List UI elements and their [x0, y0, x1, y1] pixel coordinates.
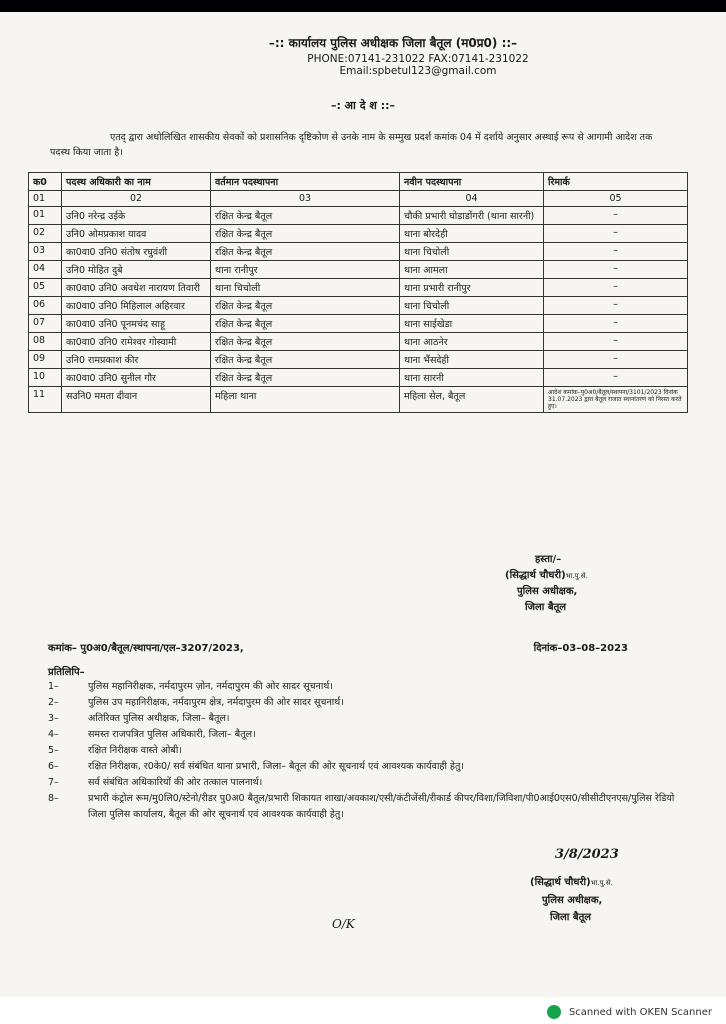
signatory-designation: पुलिस अधीक्षक, — [542, 895, 603, 906]
row-no: 04 — [29, 261, 62, 279]
copy-list — [48, 679, 688, 823]
copy-text: समस्त राजपत्रित पुलिस अधिकारी, जिला– बैतूल। — [88, 729, 256, 740]
copy-number: 1– — [48, 681, 59, 692]
signatory-district: जिला बैतूल — [550, 912, 592, 923]
row-new: महिला सेल, बैतूल — [400, 387, 544, 413]
colnum: 05 — [544, 191, 688, 207]
copy-label: प्रतिलिपि– — [48, 667, 85, 678]
signatory-district: जिला बैतूल — [525, 602, 567, 613]
reference-line — [48, 640, 628, 654]
row-remark: – — [544, 279, 688, 297]
row-current: रक्षित केन्द्र बैतूल — [211, 369, 400, 387]
row-no: 07 — [29, 315, 62, 333]
row-remark: – — [544, 207, 688, 225]
row-new: थाना प्रभारी रानीपुर — [400, 279, 544, 297]
scanner-footer — [0, 997, 726, 1024]
postings-table — [28, 172, 688, 413]
row-current: रक्षित केन्द्र बैतूल — [211, 333, 400, 351]
copy-number: 6– — [48, 761, 59, 772]
table-row — [29, 351, 688, 369]
row-no: 03 — [29, 243, 62, 261]
row-current: रक्षित केन्द्र बैतूल — [211, 243, 400, 261]
signatory-name: (सिद्धार्थ चौधरी)भा.पु.से. — [505, 570, 588, 581]
row-name: का0वा0 उनि0 मिहिलाल अहिरवार — [62, 297, 211, 315]
row-no: 09 — [29, 351, 62, 369]
signature-block-2 — [530, 874, 613, 926]
copy-item — [48, 679, 688, 695]
table-row — [29, 369, 688, 387]
table-row — [29, 207, 688, 225]
row-new: चौकी प्रभारी घोडाडोंगरी (थाना सारनी) — [400, 207, 544, 225]
reference-date: दिनांक–03–08–2023 — [533, 643, 628, 654]
row-remark: – — [544, 333, 688, 351]
top-black-bar — [0, 0, 726, 12]
colnum: 01 — [29, 191, 62, 207]
row-current: रक्षित केन्द्र बैतूल — [211, 297, 400, 315]
letterhead — [0, 34, 726, 77]
copy-text: प्रभारी कंट्रोल रूम/मु0लि0/स्टेनो/रीडर पु0अ0 बैतूल/प्रभारी शिकायत शाखा/अवकाश/एसी/कंटीजेंसी/रीकार्ड कीपर/विशा/जिविशा/पी0आई0एस0/सीसीटीएनएस/पुलिस रेडियो जिला पुलिस कार्यालय, बैतूल की ओर सूचनार्थ एवं आवश्यक कार्यवाही हेतु। — [88, 793, 675, 820]
copy-text: रक्षित निरीक्षक, र0के0/ सर्व संबंधित थाना प्रभारी, जिला– बैतूल की ओर सूचनार्थ एवं आवश्यक कार्यवाही हेतु। — [88, 761, 464, 772]
row-new: थाना आठनेर — [400, 333, 544, 351]
row-name: का0वा0 उनि0 सुनील गौर — [62, 369, 211, 387]
row-no: 01 — [29, 207, 62, 225]
row-current: रक्षित केन्द्र बैतूल — [211, 225, 400, 243]
copy-text: पुलिस उप महानिरीक्षक, नर्मदापुरम क्षेत्र, नर्मदापुरम की ओर सादर सूचनार्थ। — [88, 697, 344, 708]
copy-item — [48, 759, 688, 775]
row-remark: – — [544, 297, 688, 315]
table-row — [29, 279, 688, 297]
row-no: 06 — [29, 297, 62, 315]
row-remark: – — [544, 225, 688, 243]
copy-item — [48, 695, 688, 711]
row-current: रक्षित केन्द्र बैतूल — [211, 207, 400, 225]
colnum: 03 — [211, 191, 400, 207]
header-remark: रिमार्क — [544, 173, 688, 191]
row-name: का0वा0 उनि0 पूनमचंद साहू — [62, 315, 211, 333]
row-name: उनि0 मोहित दुबे — [62, 261, 211, 279]
row-remark: – — [544, 261, 688, 279]
row-new: थाना साईखेडा — [400, 315, 544, 333]
table-row — [29, 297, 688, 315]
copy-text: रक्षित निरीक्षक वास्ते ओबी। — [88, 745, 182, 756]
row-no: 08 — [29, 333, 62, 351]
row-new: थाना भैंसदेही — [400, 351, 544, 369]
table-row — [29, 315, 688, 333]
row-name: सउनि0 ममता दीवान — [62, 387, 211, 413]
row-remark: – — [544, 243, 688, 261]
row-new: थाना आमला — [400, 261, 544, 279]
phone-line: PHONE:07141-231022 FAX:07141-231022 — [307, 53, 529, 65]
row-new: थाना सारनी — [400, 369, 544, 387]
scanner-badge — [547, 1005, 712, 1019]
email-line: Email:spbetul123@gmail.com — [339, 65, 497, 77]
scanner-logo-icon — [547, 1005, 561, 1019]
reference-number: कमांक– पु0अ0/बैतूल/स्थापना/एल–3207/2023, — [48, 643, 244, 654]
copy-number: 2– — [48, 697, 59, 708]
row-name: उनि0 रामप्रकाश कीर — [62, 351, 211, 369]
signature-block-1 — [505, 552, 588, 616]
colnum: 02 — [62, 191, 211, 207]
table-body — [29, 207, 688, 413]
copy-item — [48, 727, 688, 743]
row-current: थाना रानीपुर — [211, 261, 400, 279]
table-row — [29, 243, 688, 261]
row-remark: – — [544, 369, 688, 387]
row-no: 02 — [29, 225, 62, 243]
copy-number: 7– — [48, 777, 59, 788]
row-name: उनि0 ओमप्रकाश यादव — [62, 225, 211, 243]
row-no: 10 — [29, 369, 62, 387]
row-name: का0वा0 उनि0 रामेश्वर गोस्वामी — [62, 333, 211, 351]
copy-text: अतिरिक्त पुलिस अधीक्षक, जिला– बैतूल। — [88, 713, 230, 724]
signatory-name: (सिद्धार्थ चौधरी)भा.पु.से. — [530, 877, 613, 888]
header-new: नवीन पदस्थापना — [400, 173, 544, 191]
ok-mark: O/K — [332, 917, 355, 931]
row-name: उनि0 नरेन्द्र उईके — [62, 207, 211, 225]
table-colnum-row — [29, 191, 688, 207]
row-new: थाना चिचोली — [400, 297, 544, 315]
row-no: 11 — [29, 387, 62, 413]
copy-text: पुलिस महानिरीक्षक, नर्मदापुरम ज़ोन, नर्मदापुरम की ओर सादर सूचनार्थ। — [88, 681, 333, 692]
copy-number: 4– — [48, 729, 59, 740]
hasta-text: हस्ता/– — [535, 554, 562, 565]
table-header-row — [29, 173, 688, 191]
colnum: 04 — [400, 191, 544, 207]
row-remark: आदेश कमांक–पु0अ0/बैतूल/स्थापना/3101/2023 दिनांक 31.07.2023 द्वारा बैतूल राजात स्थानांतरण को निरस्त करते हुए। — [544, 387, 688, 413]
row-current: थाना चिचोली — [211, 279, 400, 297]
table-row — [29, 387, 688, 413]
copy-number: 8– — [48, 793, 59, 804]
row-remark: – — [544, 315, 688, 333]
header-no: क0 — [29, 173, 62, 191]
row-remark: – — [544, 351, 688, 369]
intro-paragraph: एतद् द्वारा अधोलिखित शासकीय सेवकों को प्रशासनिक दृष्टिकोण से उनके नाम के सम्मुख प्रदर्श कमांक 04 में दर्शाये अनुसार अस्थाई रूप से आगामी आदेश तक पदस्थ किया जाता है। — [50, 132, 653, 158]
row-current: रक्षित केन्द्र बैतूल — [211, 315, 400, 333]
copy-item — [48, 711, 688, 727]
copy-number: 5– — [48, 745, 59, 756]
signatory-designation: पुलिस अधीक्षक, — [517, 586, 578, 597]
header-name: पदस्थ अधिकारी का नाम — [62, 173, 211, 191]
copy-item — [48, 775, 688, 791]
copy-number: 3– — [48, 713, 59, 724]
order-title: –: आ दे श ::– — [330, 99, 396, 112]
table-row — [29, 261, 688, 279]
copy-item — [48, 743, 688, 759]
document-page — [0, 12, 726, 997]
copy-item — [48, 791, 688, 823]
row-current: रक्षित केन्द्र बैतूल — [211, 351, 400, 369]
header-current: वर्तमान पदस्थापना — [211, 173, 400, 191]
handwritten-date: 3/8/2023 — [555, 847, 619, 862]
row-no: 05 — [29, 279, 62, 297]
row-name: का0वा0 उनि0 संतोष रघुवंशी — [62, 243, 211, 261]
row-current: महिला थाना — [211, 387, 400, 413]
table-row — [29, 333, 688, 351]
office-title: –:: कार्यालय पुलिस अधीक्षक जिला बैतूल (म0प्र0) ::– — [268, 36, 518, 50]
table-row — [29, 225, 688, 243]
scanner-text: Scanned with OKEN Scanner — [568, 1006, 712, 1018]
row-new: थाना बोरदेही — [400, 225, 544, 243]
copy-text: सर्व संबंधित अधिकारियों की ओर तत्काल पालनार्थ। — [88, 777, 263, 788]
row-new: थाना चिचोली — [400, 243, 544, 261]
row-name: का0वा0 उनि0 अवधेश नारायण तिवारी — [62, 279, 211, 297]
